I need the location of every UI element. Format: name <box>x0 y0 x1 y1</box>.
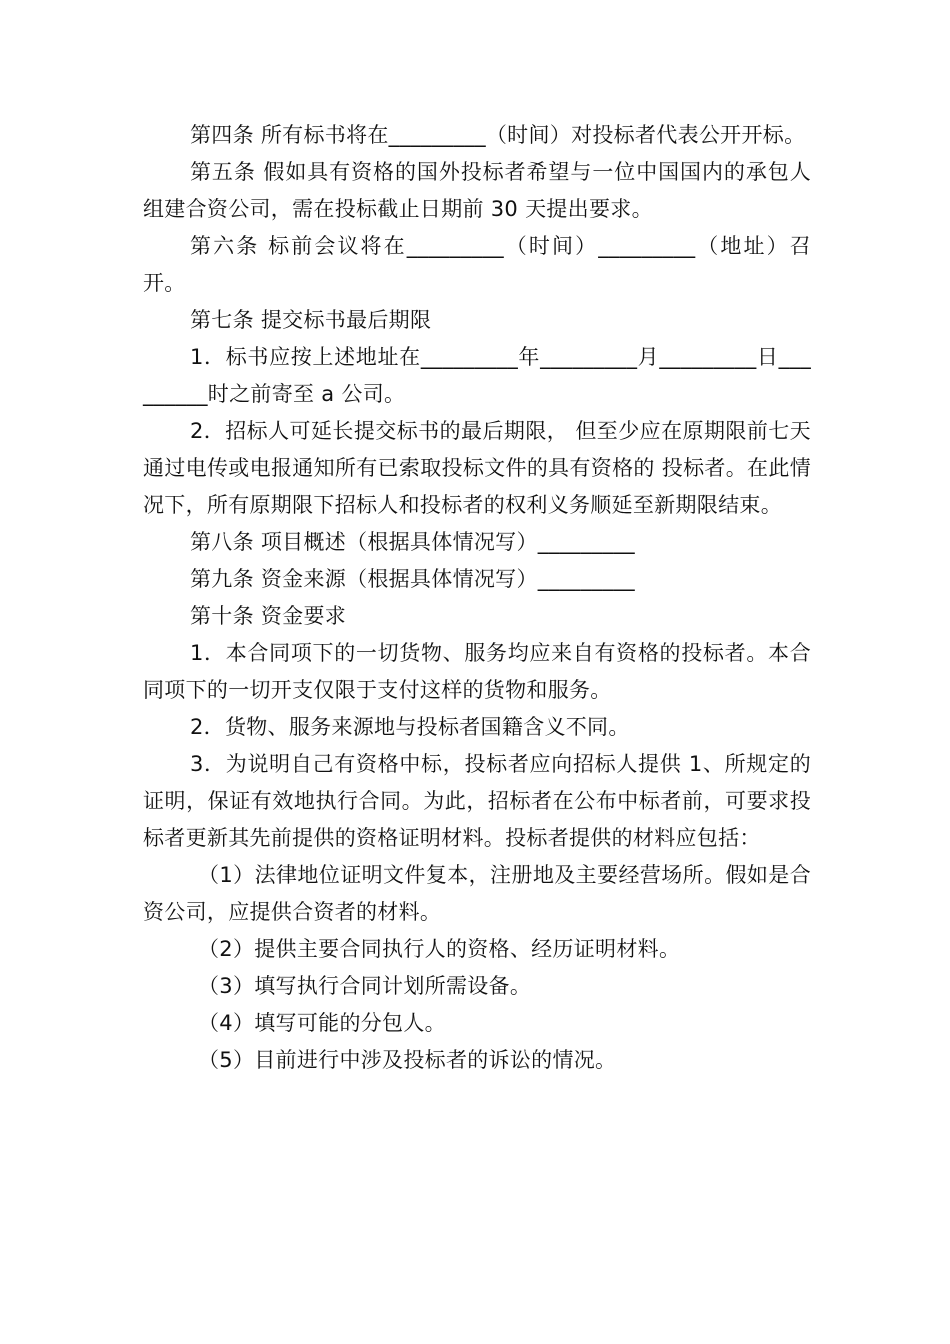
article-6-paragraph: 第六条 标前会议将在_________（时间）_________（地址）召开。 <box>143 234 811 295</box>
article-7-heading: 第七条 提交标书最后期限 <box>190 308 432 332</box>
article-8-paragraph: 第八条 项目概述（根据具体情况写）_________ <box>190 530 635 554</box>
article-10-item-3: 3．为说明自己有资格中标，投标者应向招标人提供 1、所规定的证明，保证有效地执行合同。为此，招标者在公布中标者前，可要求投标者更新其先前提供的资格证明材料。投标者提供的材料应包括： <box>143 752 811 850</box>
sub-item-5: （5）目前进行中涉及投标者的诉讼的情况。 <box>198 1048 617 1072</box>
sub-item-2: （2）提供主要合同执行人的资格、经历证明材料。 <box>198 937 681 961</box>
sub-item-3: （3）填写执行合同计划所需设备。 <box>198 974 532 998</box>
article-10-item-1: 1．本合同项下的一切货物、服务均应来自有资格的投标者。本合同项下的一切开支仅限于支付这样的货物和服务。 <box>143 641 811 702</box>
sub-item-4: （4）填写可能的分包人。 <box>198 1011 446 1035</box>
article-5-paragraph: 第五条 假如具有资格的国外投标者希望与一位中国国内的承包人组建合资公司，需在投标截止日期前 30 天提出要求。 <box>143 160 811 221</box>
article-10-item-2: 2．货物、服务来源地与投标者国籍含义不同。 <box>190 715 630 739</box>
article-7-item-2: 2．招标人可延长提交标书的最后期限， 但至少应在原期限前七天通过电传或电报通知所有已索取投标文件的具有资格的 投标者。在此情况下，所有原期限下招标人和投标者的权利义务顺延至新期限结束。 <box>143 419 811 517</box>
article-9-paragraph: 第九条 资金来源（根据具体情况写）_________ <box>190 567 635 591</box>
sub-item-1: （1）法律地位证明文件复本，注册地及主要经营场所。假如是合资公司，应提供合资者的材料。 <box>143 863 811 924</box>
document-body <box>143 117 811 1079</box>
article-7-item-1: 1．标书应按上述地址在_________年_________月_________日_________时之前寄至 a 公司。 <box>143 345 811 406</box>
article-4-paragraph: 第四条 所有标书将在_________（时间）对投标者代表公开开标。 <box>190 123 806 147</box>
article-10-heading: 第十条 资金要求 <box>190 604 347 628</box>
